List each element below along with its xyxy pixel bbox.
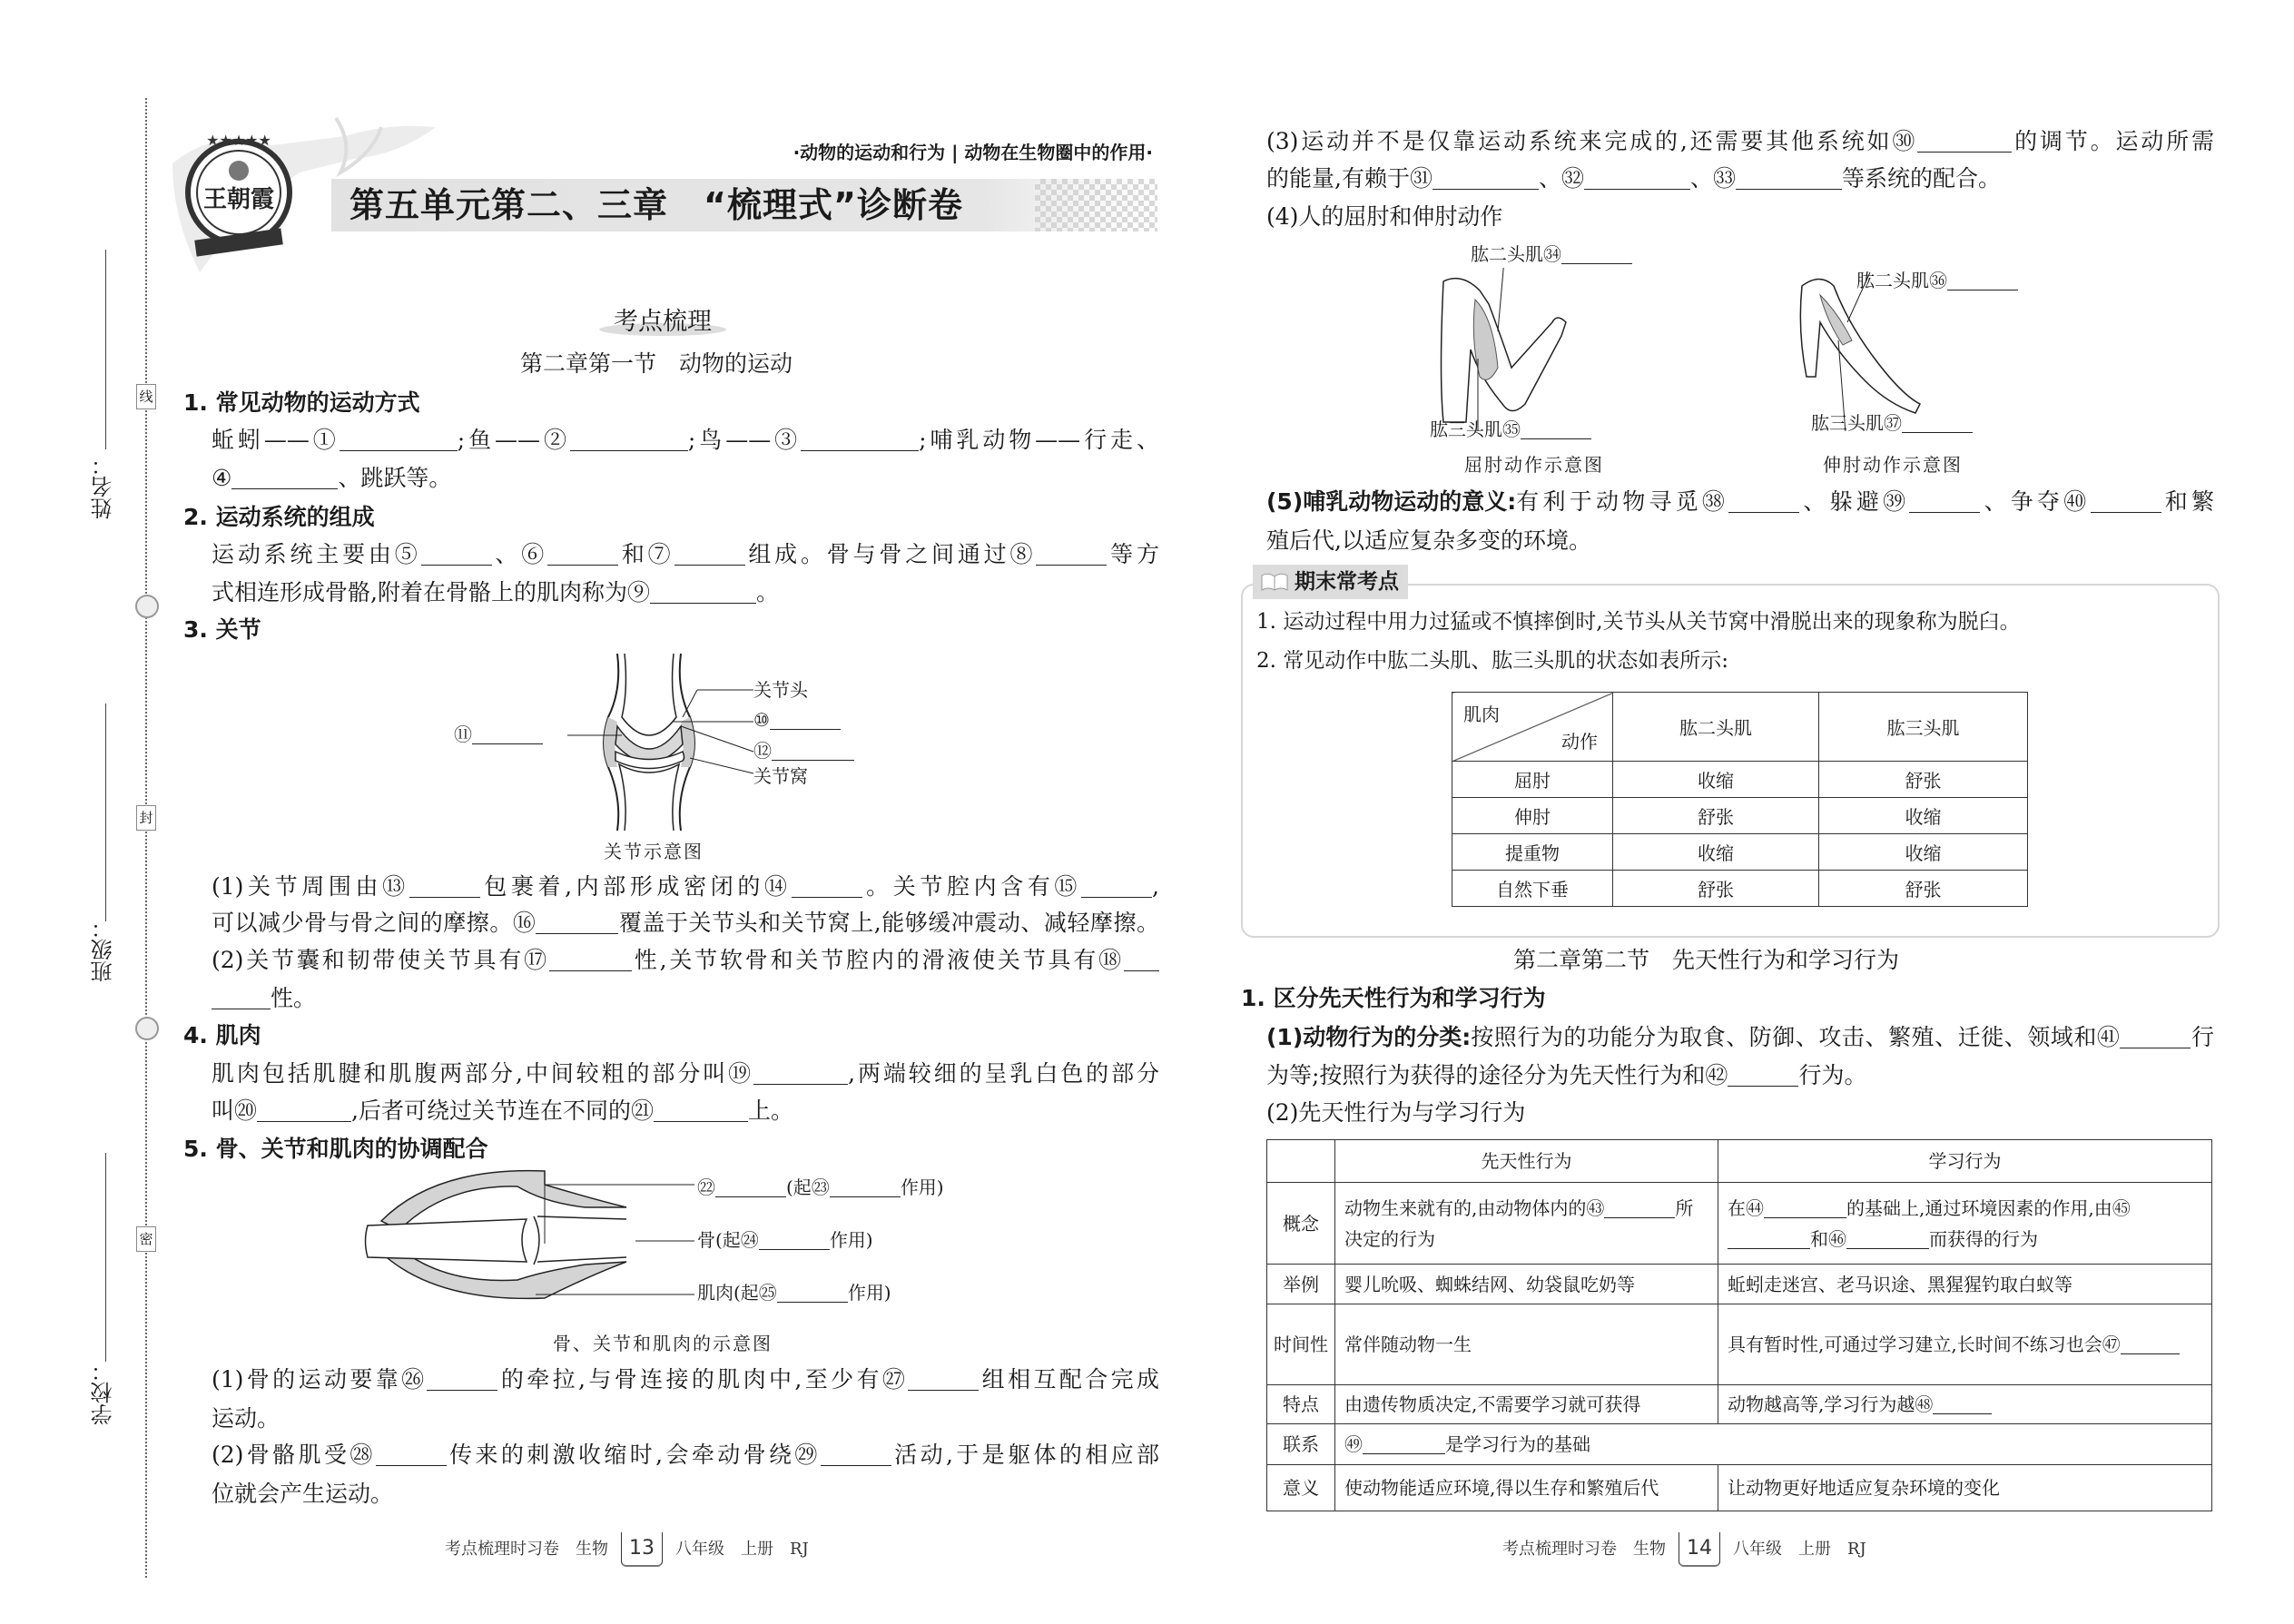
table-cell: 屈肘	[1452, 762, 1613, 798]
table-cell: ㊾ 是学习行为的基础	[1335, 1424, 2212, 1465]
answer-blank[interactable]	[654, 1097, 748, 1122]
table-cell: 收缩	[1819, 798, 2028, 834]
heading-5: 5. 骨、关节和肌肉的协调配合	[183, 1136, 488, 1162]
table-row	[1267, 1304, 2212, 1385]
heading-3: 3. 关节	[183, 616, 261, 643]
answer-blank[interactable]	[1124, 947, 1159, 971]
text-line: 式相连形成骨骼,附着在骨骼上的肌肉称为⑨ 。	[212, 579, 779, 605]
table-cell: 学习行为	[1718, 1140, 2212, 1183]
answer-blank[interactable]	[409, 873, 480, 898]
table-cell: 提重物	[1452, 834, 1613, 871]
text-line: ④ 、跳跃等。	[212, 465, 452, 491]
table-row	[1452, 762, 2028, 798]
answer-blank[interactable]	[2091, 488, 2161, 513]
page-number: 14	[1679, 1532, 1720, 1567]
label-10: ⑩	[753, 701, 841, 739]
svg-text:★★★★★: ★★★★★	[206, 132, 271, 149]
answer-blank[interactable]	[1933, 1390, 1992, 1414]
mark-feng: 封	[136, 805, 156, 831]
label-muscle: 肌肉(起㉕ 作用)	[697, 1274, 891, 1312]
heading-2: 2. 运动系统的组成	[183, 504, 375, 530]
text-line: (2)骨骼肌受㉘ 传来的刺激收缩时,会牵动骨绕㉙ 活动,于是躯体的相应部	[212, 1442, 1159, 1468]
answer-blank[interactable]	[1917, 128, 2012, 153]
answer-blank[interactable]	[1521, 415, 1591, 439]
table-cell: 使动物能适应环境,得以生存和繁殖后代	[1335, 1465, 1718, 1511]
school-label: 学校：	[91, 1360, 116, 1425]
corner-cell: 肌肉 动作	[1452, 693, 1613, 762]
mark-mi: 密	[136, 1226, 156, 1252]
answer-blank[interactable]	[715, 1173, 786, 1197]
answer-blank[interactable]	[2121, 1330, 2180, 1354]
table-cell: 收缩	[1819, 834, 2028, 871]
heading-1: 1. 常见动物的运动方式	[183, 389, 420, 416]
text-line: 性。	[212, 979, 316, 1018]
answer-blank[interactable]	[753, 1060, 848, 1085]
text-line: (1)动物行为的分类: 按照行为的功能分为取食、防御、攻击、繁殖、迁徙、领域和㊶ 行	[1266, 1024, 2214, 1050]
answer-blank[interactable]	[1909, 488, 1980, 513]
table-cell: 婴儿吮吸、蜘蛛结网、幼袋鼠吃奶等	[1335, 1265, 1718, 1304]
table-cell	[1267, 1140, 1335, 1183]
table-row	[1452, 871, 2028, 907]
text-line: (4)人的屈肘和伸肘动作	[1266, 203, 1503, 230]
table-cell: 具有暂时性,可通过学习建立,长时间不练习也会㊼	[1718, 1304, 2212, 1385]
table-cell: 概念	[1267, 1183, 1335, 1265]
svg-text:王朝霞: 王朝霞	[202, 186, 275, 213]
answer-blank[interactable]	[547, 541, 618, 566]
table-cell: 自然下垂	[1452, 871, 1613, 907]
answer-blank[interactable]	[2120, 1024, 2191, 1048]
answer-blank[interactable]	[1604, 1194, 1675, 1218]
table-cell: 伸肘	[1452, 798, 1613, 834]
text-line: 蚯蚓——① ;鱼——② ;鸟——③ ;哺乳动物——行走、	[212, 427, 1159, 453]
answer-blank[interactable]	[821, 1442, 891, 1466]
banner-pattern	[1035, 179, 1157, 231]
table-row	[1452, 834, 2028, 871]
table-row	[1267, 1385, 2212, 1424]
label-joint-socket: 关节窝	[753, 765, 808, 787]
text-line: (5)哺乳动物运动的意义: 有利于动物寻觅㊳ 、躲避㊴ 、争夺㊵ 和繁	[1266, 488, 2214, 515]
answer-blank[interactable]	[536, 910, 618, 934]
brand-logo	[184, 127, 293, 263]
text-line: 肌肉包括肌腱和肌腹两部分,中间较粗的部分叫⑲ ,两端较细的呈乳白色的部分	[212, 1060, 1159, 1087]
section-title: 考点梳理	[590, 301, 735, 338]
table-cell: 动物生来就有的,由动物体内的㊸ 所决定的行为	[1335, 1183, 1718, 1265]
school-line	[105, 1153, 106, 1362]
table-cell: 特点	[1267, 1385, 1335, 1424]
footer-right: 考点梳理时习卷 生物 14 八年级 上册 RJ	[1502, 1532, 1866, 1565]
answer-blank[interactable]	[1764, 1194, 1846, 1218]
answer-blank[interactable]	[770, 705, 841, 730]
answer-blank[interactable]	[1363, 1430, 1445, 1454]
text-line: (3)运动并不是仅靠运动系统来完成的,还需要其他系统如㉚ 的调节。运动所需	[1266, 128, 2214, 154]
text-line: 叫⑳ ,后者可绕过关节连在不同的㉑ 上。	[212, 1097, 793, 1124]
extend-caption: 伸肘动作示意图	[1823, 454, 1963, 476]
elbow-flex-diagram	[1425, 268, 1607, 431]
book-icon	[1260, 572, 1289, 592]
joint-caption: 关节示意图	[604, 841, 704, 862]
answer-blank[interactable]	[830, 1173, 901, 1197]
muscle-caption: 骨、关节和肌肉的示意图	[553, 1333, 773, 1354]
heading-r1: 1. 区分先天性行为和学习行为	[1241, 985, 1546, 1011]
answer-blank[interactable]	[1728, 1225, 1810, 1249]
label-37: 肱三头肌㊲	[1811, 404, 1973, 442]
answer-blank[interactable]	[1081, 873, 1152, 898]
answer-blank[interactable]	[427, 1366, 497, 1391]
answer-blank[interactable]	[792, 873, 862, 898]
answer-blank[interactable]	[759, 1225, 830, 1250]
answer-blank[interactable]	[1736, 165, 1842, 190]
answer-blank[interactable]	[908, 1366, 979, 1391]
heading-4: 4. 肌肉	[183, 1022, 261, 1048]
table-row	[1267, 1465, 2212, 1511]
text-line: (2)先天性行为与学习行为	[1266, 1099, 1526, 1126]
table-cell: 时间性	[1267, 1304, 1335, 1385]
label-22: ㉒ (起㉓ 作用)	[697, 1168, 944, 1206]
table-row	[1267, 1424, 2212, 1465]
exam-points-tab: 期末常考点	[1253, 565, 1408, 599]
name-line	[105, 250, 106, 449]
table-cell: 在㊹ 的基础上,通过环境因素的作用,由㊺和㊻ 而获得的行为	[1718, 1183, 2212, 1265]
chapter-title: 第二章第一节 动物的运动	[520, 350, 793, 377]
answer-blank[interactable]	[570, 427, 688, 451]
label-36: 肱二头肌㊱	[1856, 261, 2018, 300]
behavior-table	[1266, 1139, 2212, 1511]
answer-blank[interactable]	[1433, 165, 1539, 190]
table-row	[1267, 1265, 2212, 1304]
table-cell: 舒张	[1613, 871, 1819, 907]
label-34: 肱二头肌㉞	[1471, 235, 1632, 273]
text-line: (2)关节囊和韧带使关节具有⑰ 性,关节软骨和关节腔内的滑液使关节具有⑱	[212, 941, 1159, 979]
text-line: (1)关节周围由⑬ 包裹着,内部形成密闭的⑭ 。关节腔内含有⑮ ,	[212, 873, 1159, 900]
table-cell: 蚯蚓走迷宫、老马识途、黑猩猩钓取白蚁等	[1718, 1265, 2212, 1304]
table-cell: 由遗传物质决定,不需要学习就可获得	[1335, 1385, 1718, 1424]
table-cell: 让动物更好地适应复杂环境的变化	[1718, 1465, 2212, 1511]
chapter-title-2: 第二章第二节 先天性行为和学习行为	[1513, 947, 1900, 973]
answer-blank[interactable]	[1902, 408, 1973, 433]
answer-blank[interactable]	[1036, 541, 1107, 566]
table-header: 肱二头肌	[1613, 693, 1819, 762]
table-cell: 联系	[1267, 1424, 1335, 1465]
exam-point-1: 1. 运动过程中用力过猛或不慎摔倒时,关节头从关节窝中滑脱出来的现象称为脱臼。	[1256, 610, 2021, 634]
answer-blank[interactable]	[1561, 240, 1632, 264]
name-label: 姓名：	[91, 454, 116, 519]
answer-blank[interactable]	[376, 1442, 447, 1466]
answer-blank[interactable]	[212, 985, 271, 1009]
joint-leader-lines	[563, 672, 926, 790]
label-joint-head: 关节头	[753, 679, 808, 701]
answer-blank[interactable]	[231, 465, 338, 489]
muscle-leader-lines	[536, 1171, 717, 1307]
answer-blank[interactable]	[674, 541, 745, 566]
class-label: 班级：	[91, 917, 116, 982]
text-line: 可以减少骨与骨之间的摩擦。⑯ 覆盖于关节头和关节窝上,能够缓冲震动、减轻摩擦。	[212, 910, 1159, 936]
page-number: 13	[621, 1532, 663, 1567]
text-line: 运动系统主要由⑤ 、⑥ 和⑦ 组成。骨与骨之间通过⑧ 等方	[212, 541, 1159, 567]
table-cell: 常伴随动物一生	[1335, 1304, 1718, 1385]
table-row	[1267, 1183, 2212, 1265]
table-cell: 动物越高等,学习行为越㊽	[1718, 1385, 2212, 1424]
answer-blank[interactable]	[777, 1278, 848, 1303]
table-cell: 举例	[1267, 1265, 1335, 1304]
table-header: 肱三头肌	[1819, 693, 2028, 762]
page-title: 第五单元第二、三章 “梳理式”诊断卷	[350, 185, 963, 225]
table-cell: 舒张	[1819, 871, 2028, 907]
table-cell: 先天性行为	[1335, 1140, 1718, 1183]
text-line: 殖后代,以适应复杂多变的环境。	[1266, 527, 1591, 554]
table-cell: 舒张	[1819, 762, 2028, 798]
table-row	[1452, 798, 2028, 834]
footer-left: 考点梳理时习卷 生物 13 八年级 上册 RJ	[445, 1532, 809, 1565]
table-cell: 意义	[1267, 1465, 1335, 1511]
table-cell: 舒张	[1613, 798, 1819, 834]
answer-blank[interactable]	[257, 1097, 351, 1122]
answer-blank[interactable]	[1846, 1225, 1929, 1249]
answer-blank[interactable]	[650, 579, 756, 604]
muscle-state-table	[1452, 692, 2028, 907]
table-cell: 收缩	[1613, 762, 1819, 798]
unit-subtitle: ·动物的运动和行为 | 动物在生物圈中的作用·	[793, 142, 1153, 163]
text-line: 为等;按照行为获得的途径分为先天性行为和㊷ 行为。	[1266, 1062, 1867, 1088]
ornament-icon	[135, 1017, 159, 1040]
label-35: 肱三头肌㉟	[1430, 410, 1591, 448]
mark-xian: 线	[136, 384, 156, 409]
text-line: 位就会产生运动。	[212, 1481, 394, 1507]
answer-blank[interactable]	[1947, 266, 2018, 290]
exam-point-2: 2. 常见动作中肱二头肌、肱三头肌的状态如表所示:	[1256, 649, 1729, 673]
flex-caption: 屈肘动作示意图	[1464, 454, 1604, 476]
answer-blank[interactable]	[801, 427, 919, 451]
ornament-icon	[135, 595, 159, 618]
table-cell: 收缩	[1613, 834, 1819, 871]
label-bone: 骨(起㉔ 作用)	[697, 1221, 873, 1259]
class-line	[105, 704, 106, 921]
answer-blank[interactable]	[1584, 165, 1690, 190]
cut-line	[145, 98, 147, 1578]
answer-blank[interactable]	[549, 947, 632, 971]
text-line: 运动。	[212, 1405, 281, 1432]
answer-blank[interactable]	[340, 427, 458, 451]
answer-blank[interactable]	[421, 541, 492, 566]
label-11: ⑪	[454, 715, 543, 753]
answer-blank[interactable]	[1728, 488, 1799, 513]
label-12: ⑫	[753, 732, 854, 770]
text-line: (1)骨的运动要靠㉖ 的牵拉,与骨连接的肌肉中,至少有㉗ 组相互配合完成	[212, 1366, 1159, 1393]
answer-blank[interactable]	[1728, 1062, 1798, 1087]
answer-blank[interactable]	[472, 720, 543, 744]
text-line: 的能量,有赖于㉛ 、㉜ 、㉝ 等系统的配合。	[1266, 165, 2001, 192]
